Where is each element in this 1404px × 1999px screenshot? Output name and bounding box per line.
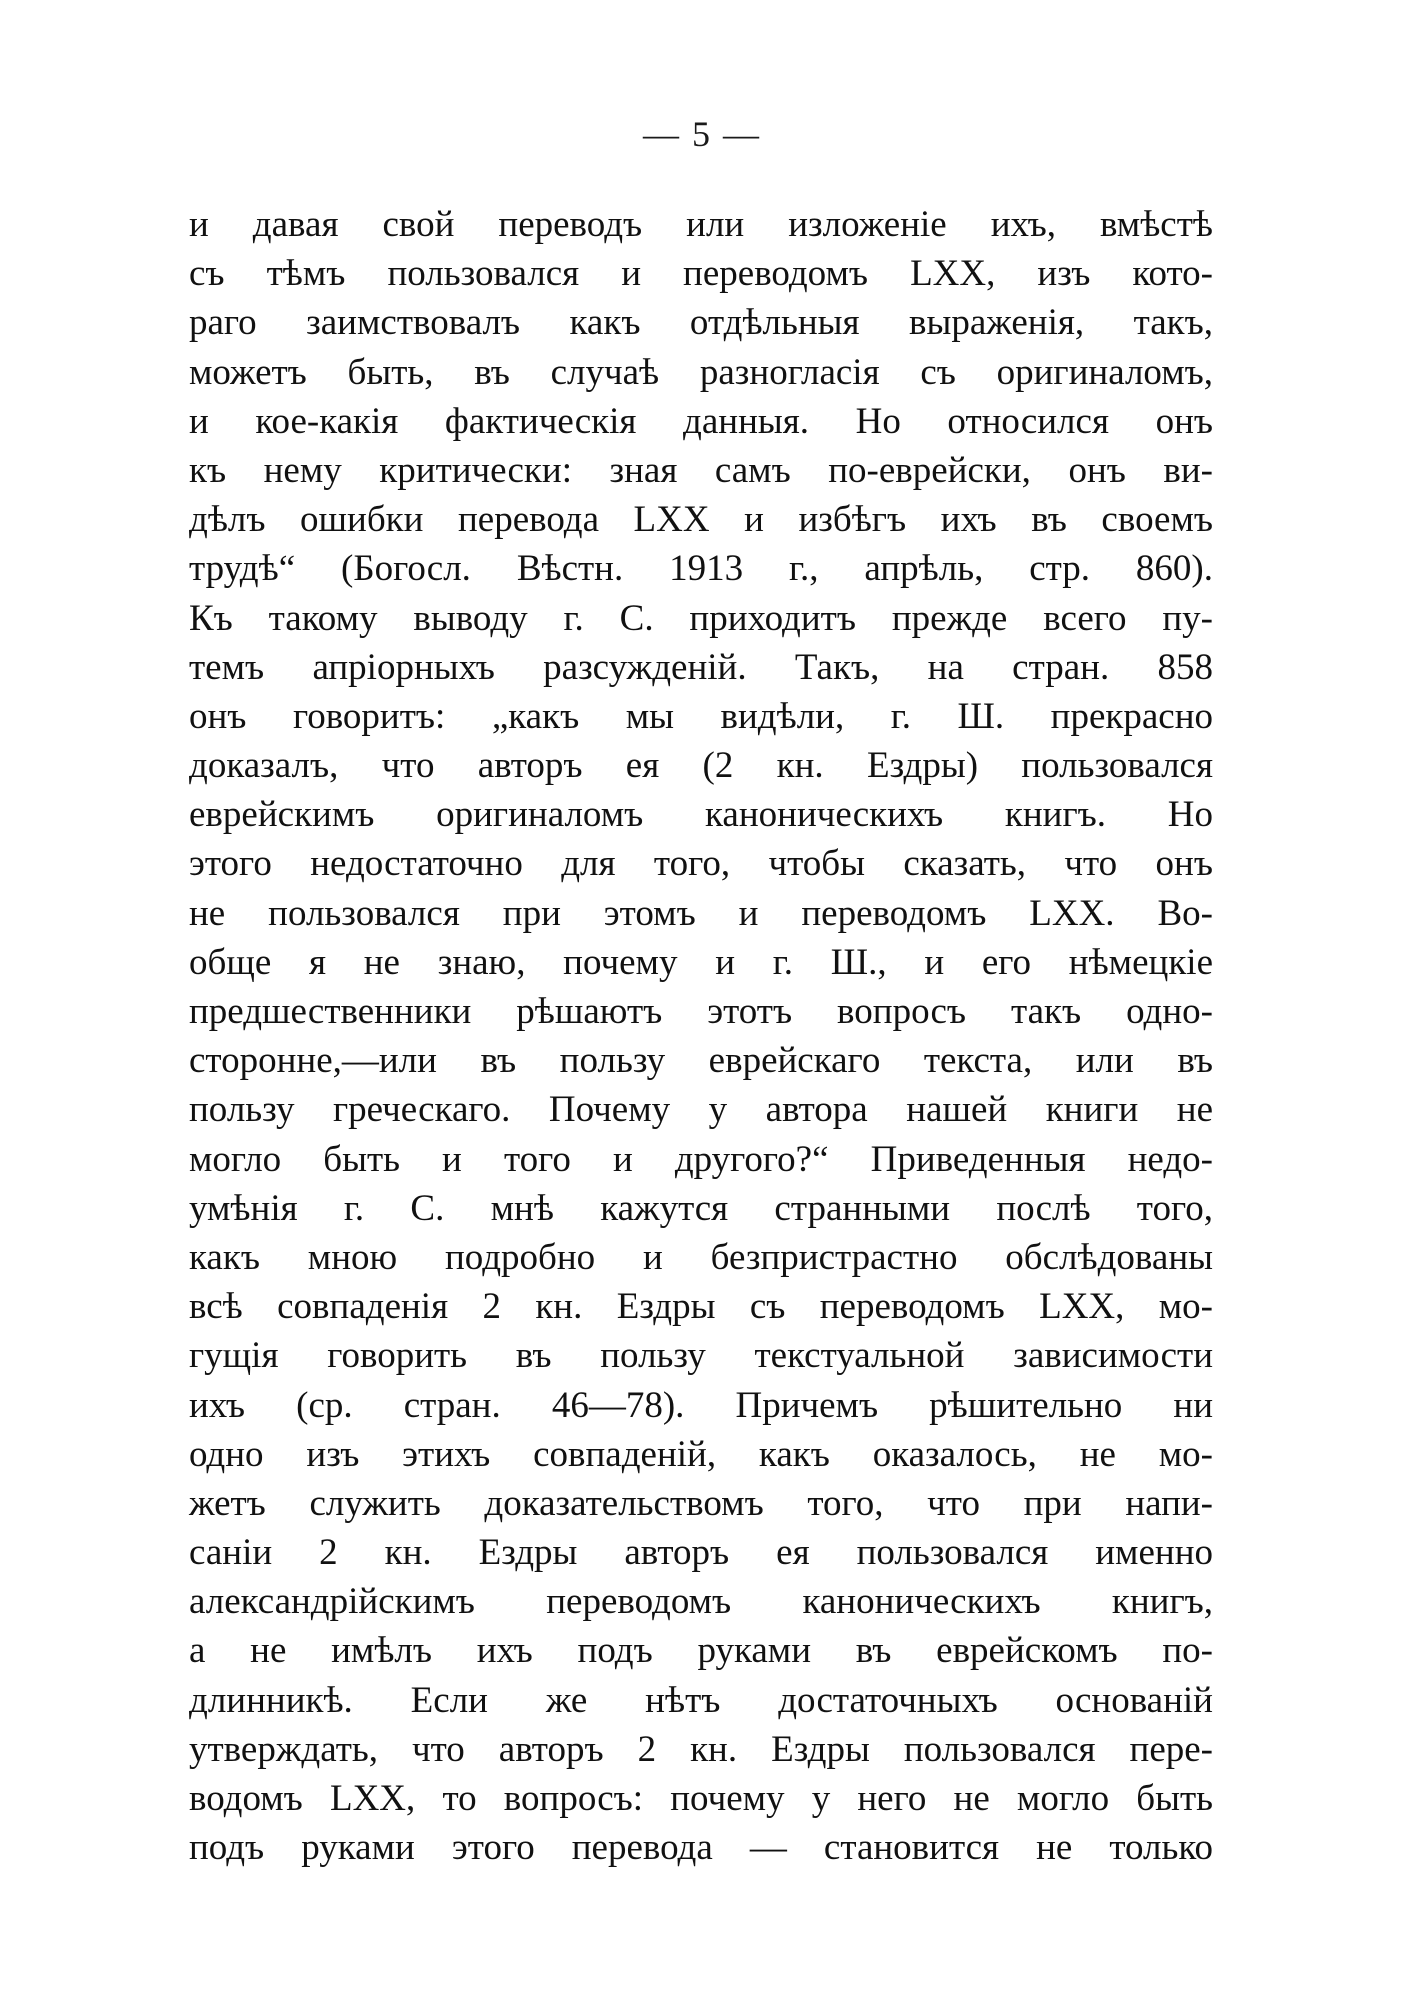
text-line: утверждать, что авторъ 2 кн. Ездры пользовался пере-	[189, 1728, 1213, 1770]
text-line: ихъ (ср. стран. 46—78). Причемъ рѣшительно ни	[189, 1384, 1213, 1426]
text-line: еврейскимъ оригиналомъ каноническихъ книгъ. Но	[189, 794, 1213, 836]
text-line: къ нему критически: зная самъ по-еврейски, онъ ви-	[189, 449, 1213, 491]
text-line: темъ апрiорныхъ разсужденiй. Такъ, на стран. 858	[189, 646, 1213, 688]
body-text	[189, 200, 1213, 1872]
text-line: трудѣ“ (Богосл. Вѣстн. 1913 г., апрѣль, стр. 860).	[189, 548, 1213, 590]
text-line: всѣ совпаденiя 2 кн. Ездры съ переводомъ LXX, мо-	[189, 1286, 1213, 1328]
text-line: можетъ быть, въ случаѣ разногласiя съ оригиналомъ,	[189, 351, 1213, 393]
text-line: не пользовался при этомъ и переводомъ LXX. Во-	[189, 892, 1213, 934]
text-line: сторонне,—или въ пользу еврейскаго текста, или въ	[189, 1040, 1213, 1082]
text-line: раго заимствовалъ какъ отдѣльныя выраженiя, такъ,	[189, 302, 1213, 344]
text-line: обще я не знаю, почему и г. Ш., и его нѣмецкiе	[189, 941, 1213, 983]
text-line: а не имѣлъ ихъ подъ руками въ еврейскомъ по-	[189, 1630, 1213, 1672]
text-line: санiи 2 кн. Ездры авторъ ея пользовался именно	[189, 1532, 1213, 1574]
text-line: Къ такому выводу г. С. приходитъ прежде всего пу-	[189, 597, 1213, 639]
text-line: онъ говоритъ: „какъ мы видѣли, г. Ш. прекрасно	[189, 695, 1213, 737]
text-line: длинникѣ. Если же нѣтъ достаточныхъ основанiй	[189, 1679, 1213, 1721]
text-line: александрiйскимъ переводомъ каноническихъ книгъ,	[189, 1581, 1213, 1623]
text-line: съ тѣмъ пользовался и переводомъ LXX, изъ кото-	[189, 253, 1213, 295]
text-line: дѣлъ ошибки перевода LXX и избѣгъ ихъ въ своемъ	[189, 499, 1213, 541]
text-line: одно изъ этихъ совпаденiй, какъ оказалось, не мо-	[189, 1433, 1213, 1475]
text-line: жетъ служить доказательствомъ того, что при напи-	[189, 1482, 1213, 1524]
text-line: и кое-какiя фактическiя данныя. Но относился онъ	[189, 400, 1213, 442]
text-line: предшественники рѣшаютъ этотъ вопросъ такъ одно-	[189, 991, 1213, 1032]
text-line: могло быть и того и другого?“ Приведенныя недо-	[189, 1138, 1213, 1180]
text-line: какъ мною подробно и безпристрастно обслѣдованы	[189, 1236, 1213, 1278]
text-line: водомъ LXX, то вопросъ: почему у него не могло быть	[189, 1778, 1213, 1819]
text-line: пользу греческаго. Почему у автора нашей книги не	[189, 1089, 1213, 1131]
text-line: этого недостаточно для того, чтобы сказать, что онъ	[189, 843, 1213, 885]
page-number: — 5 —	[643, 114, 761, 154]
text-line: гущiя говорить въ пользу текстуальной зависимости	[189, 1335, 1213, 1377]
text-line: умѣнiя г. С. мнѣ кажутся странными послѣ того,	[189, 1187, 1213, 1229]
text-line: подъ руками этого перевода — становится не только	[189, 1827, 1213, 1869]
text-line: и давая свой переводъ или изложенiе ихъ, вмѣстѣ	[189, 204, 1213, 245]
text-line: доказалъ, что авторъ ея (2 кн. Ездры) пользовался	[189, 745, 1213, 787]
